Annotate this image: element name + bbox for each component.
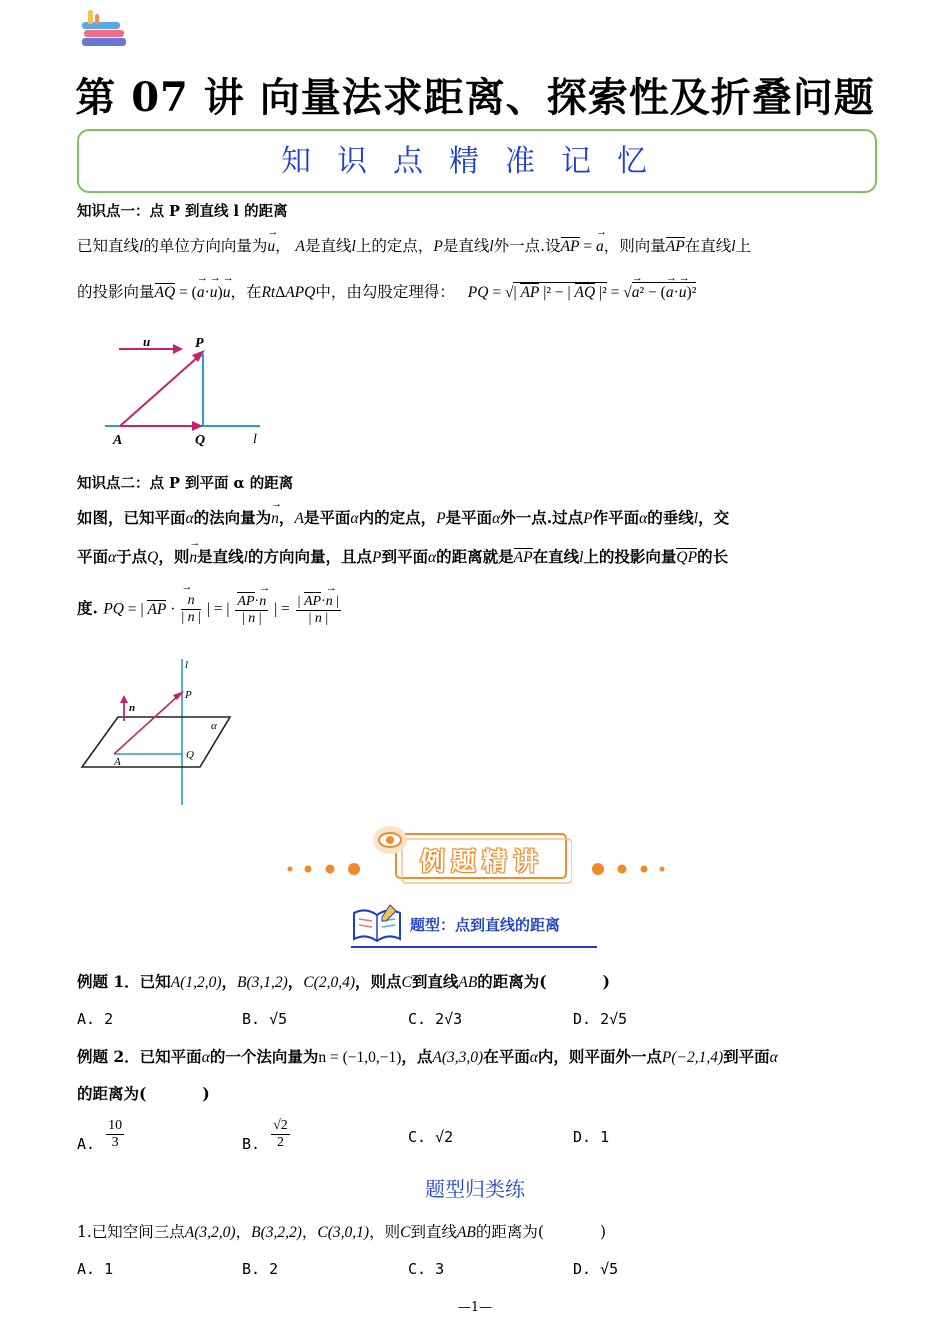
text: 例题 2．已知平面 [77, 1047, 202, 1066]
label-P: P [195, 336, 204, 351]
text: 的法向量为 [193, 508, 272, 527]
text: 的方向向量，且点 [247, 547, 372, 566]
page-number: —1— [457, 1300, 493, 1315]
q1-option-a[interactable]: A. 1 [77, 1260, 114, 1278]
text: 度. [77, 598, 98, 618]
point-plane-distance-figure [78, 655, 238, 807]
text: 在直线 [532, 547, 580, 566]
text: 的距离为( [475, 1223, 544, 1241]
text: 的投影向量 [77, 283, 155, 301]
text: 外一点.设 [493, 237, 561, 255]
text: 已知直线 [77, 237, 140, 255]
text: 到直线 [410, 1223, 457, 1241]
text: 内，则平面外一点 [537, 1047, 662, 1066]
point-B: B(3,2,2) [251, 1224, 302, 1241]
fraction-numerator: √2 [273, 1118, 288, 1133]
option-letter: A. [77, 1135, 96, 1153]
kp2-line2: 平面α于点Q，则→ n是直线l的方向向量，且点P到平面α的距离就是AP在直线l上的投影向量QP的长 [77, 545, 728, 567]
ex1-option-d[interactable]: D. 2√5 [573, 1010, 628, 1028]
fraction-numerator: 10 [108, 1118, 123, 1133]
text: ，交 [698, 508, 730, 527]
text: 的距离为( [77, 1084, 147, 1103]
q1-option-b[interactable]: B. 2 [242, 1260, 279, 1278]
q1-option-c[interactable]: C. 3 [408, 1260, 445, 1278]
ex2-option-c[interactable]: C. √2 [408, 1128, 454, 1146]
vector-AP [120, 356, 199, 426]
point-B: B(3,1,2) [237, 974, 288, 991]
text: 的长 [697, 547, 729, 566]
text: 中，由勾股定理得： [315, 283, 455, 301]
label-n: n [129, 702, 136, 714]
example-2-question-line1: 例题 2．已知平面α的一个法向量为n = (−1,0,−1)，点A(3,3,0)在平面α内，则平面外一点P(−2,1,4)到平面α [77, 1047, 778, 1066]
text: 的距离就是 [436, 547, 514, 566]
text: 是直线 [442, 237, 490, 255]
text: 外一点.过点 [500, 508, 584, 527]
text: 作平面 [592, 508, 640, 527]
kp2-line1: 如图，已知平面α的法向量为→ n，A是平面α内的定点，P是平面α外一点.过点P作平面α的垂线l，交 [77, 506, 729, 528]
label-P: P [185, 689, 192, 701]
fraction-denominator: 2 [276, 1135, 284, 1150]
books-logo-icon [78, 8, 130, 50]
knowledge-banner: 知识点精准记忆 [77, 129, 877, 193]
text: 平面 [77, 547, 109, 566]
text: 在直线 [684, 237, 732, 255]
text: ， [275, 237, 291, 255]
kp2-line3: 度. PQ = | AP · → $\frac{n}{| n |}$ | = | $\frac{AP\cdot\to n}{| n |}$ | = $\frac{| AP\cdot\to n |}{| n |}$ [77, 592, 343, 627]
text: ，点 [401, 1047, 433, 1066]
text: 的距离为( [477, 972, 547, 991]
text: 如图，已知平面 [77, 508, 186, 527]
point-A: A(1,2,0) [170, 974, 222, 991]
plane-alpha [82, 717, 230, 767]
point-A: A(3,2,0) [184, 1224, 236, 1241]
label-l: l [185, 659, 189, 671]
text: 是平面 [303, 508, 351, 527]
point-line-distance-figure [95, 330, 275, 452]
point-C: C(3,0,1) [317, 1224, 370, 1241]
text: 例题 1．已知 [77, 972, 171, 991]
point-A: A(3,3,0) [432, 1049, 484, 1066]
text: 到平面 [381, 547, 428, 566]
kp1-heading-text: 知识点一：点 P 到直线 l 的距离 [77, 203, 288, 220]
text: ，则点 [354, 972, 402, 991]
text: 是直线 [305, 237, 352, 255]
label-Q: Q [195, 433, 206, 448]
text: 到平面 [723, 1047, 770, 1066]
point-P: P(−2,1,4) [661, 1049, 724, 1066]
type-heading-underline [351, 946, 597, 948]
practice-section-title: 题型归类练 [425, 1177, 525, 1201]
normal-vector-value: n = (−1,0,−1) [318, 1049, 402, 1066]
label-u: u [143, 334, 151, 349]
text: 在平面 [483, 1047, 530, 1066]
text: 是直线 [197, 547, 244, 566]
kp1-line2: 的投影向量AQ = (→ a·→ u)→ u，在RtΔAPQ中，由勾股定理得： PQ = √| AP |² − | AQ |² = √→ a² − (→ a·→ u)² [77, 280, 696, 302]
ex1-option-b[interactable]: B. √5 [242, 1010, 288, 1028]
text: 的单位方向向量为 [143, 237, 268, 255]
ex2-option-b[interactable] [242, 1118, 292, 1161]
open-book-icon [350, 903, 404, 945]
text: 上的定点， [355, 237, 434, 255]
example-2-question-line2 [77, 1082, 210, 1104]
text: 是平面 [445, 508, 493, 527]
label-A: A [113, 433, 123, 448]
kp1-heading [77, 200, 288, 221]
type-heading: 题型：点到直线的距离 [410, 916, 561, 934]
label-alpha: α [211, 720, 217, 732]
text: ) [602, 972, 610, 991]
option-letter: B. [242, 1135, 261, 1153]
text: ，则 [369, 1223, 401, 1241]
text: 上的投影向量 [583, 547, 677, 566]
kp1-line1: 已知直线l的单位方向向量为→ u， A是直线l上的定点，P是直线l外一点.设AP = → a，则向量AP在直线l上 [77, 234, 751, 256]
examples-badge-label: 例题精讲 [419, 847, 544, 876]
ex1-option-c[interactable]: C. 2√3 [408, 1010, 463, 1028]
text: ，则 [158, 547, 190, 566]
label-A: A [114, 756, 121, 768]
label-l: l [253, 432, 257, 447]
ex1-option-a[interactable]: A. 2 [77, 1010, 114, 1028]
text: 的一个法向量为 [209, 1047, 319, 1066]
kp2-heading-text: 知识点二：点 P 到平面 α 的距离 [77, 475, 294, 492]
kp2-heading [77, 472, 293, 493]
example-1-question: 例题 1．已知A(1,2,0)，B(3,1,2)，C(2,0,4)，则点C到直线AB的距离为( ) [77, 972, 610, 991]
text: 于点 [116, 547, 148, 566]
text: ，在 [230, 283, 262, 301]
ex2-option-a[interactable] [77, 1118, 126, 1161]
text: 的垂线 [647, 508, 694, 527]
ex2-option-d[interactable]: D. 1 [573, 1128, 610, 1146]
text: ) [599, 1223, 607, 1241]
text: ) [202, 1084, 210, 1103]
text: 到直线 [411, 972, 459, 991]
page-title: 第 07 讲 向量法求距离、探索性及折叠问题 [75, 74, 875, 121]
fraction-denominator: 3 [111, 1135, 119, 1150]
text: ， [278, 508, 295, 527]
text: ，则向量 [603, 237, 666, 255]
text: 1.已知空间三点 [77, 1223, 185, 1241]
point-C: C(2,0,4) [303, 974, 355, 991]
label-Q: Q [186, 749, 194, 761]
q1-option-d[interactable]: D. √5 [573, 1260, 619, 1278]
practice-question-1: 1.已知空间三点A(3,2,0)，B(3,2,2)，C(3,0,1)，则C到直线AB的距离为( ) [77, 1223, 607, 1241]
text: 上 [735, 237, 752, 255]
text: 内的定点， [358, 508, 437, 527]
